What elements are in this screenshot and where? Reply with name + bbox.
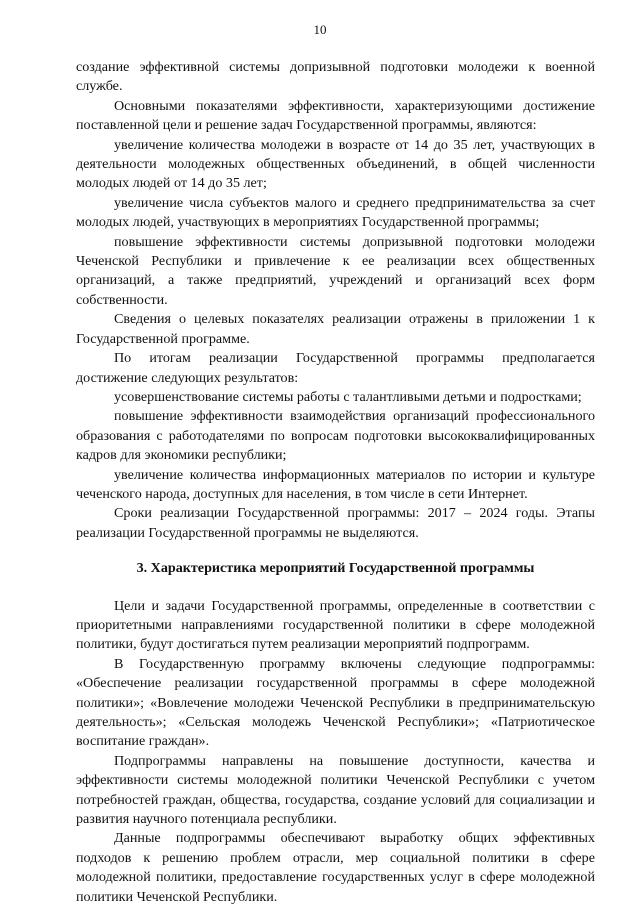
paragraph: повышение эффективности взаимодействия организаций профессионального образования с работодателями по вопросам подготовки высококвалифицированных кадров для экономики республики; (76, 408, 595, 464)
paragraph: повышение эффективности системы допризывной подготовки молодежи Чеченской Республики и привлечение к ее реализации всех общественных организаций, а также предприятий, учреждений и организаций всех форм собственности. (76, 233, 595, 308)
paragraph: Подпрограммы направлены на повышение доступности, качества и эффективности системы молодежной политики Чеченской Республики с учетом потребностей граждан, общества, государства, создание условий для социализации и развития научного потенциала республики. (76, 752, 595, 828)
section-heading: 3. Характеристика мероприятий Государственной программы (136, 560, 535, 577)
paragraph: увеличение количества информационных материалов по истории и культуре чеченского народа, доступных для населения, в том числе в сети Интернет. (76, 466, 595, 502)
paragraphs-after (76, 597, 595, 907)
paragraphs-before (76, 58, 595, 543)
paragraph: Данные подпрограммы обеспечивают выработку общих эффективных подходов к решению проблем отрасли, мер социальной политики в сфере молодежной политики, предоставление государственных услуг в сфере молодежной политики Чеченской Республики. (76, 830, 595, 905)
document-body (76, 58, 595, 907)
paragraph: Основными показателями эффективности, характеризующими достижение поставленной цели и решение задач Государственной программы, являются: (76, 97, 595, 134)
paragraph: Сведения о целевых показателях реализации отражены в приложении 1 к Государственной программе. (76, 311, 595, 347)
paragraph: В Государственную программу включены следующие подпрограммы: «Обеспечение реализации государственной программы в сфере молодежной политики»; «Вовлечение молодежи Чеченской Республики в предпринимательскую деятельность»; «Сельская молодежь Чеченской Республики»; «Патриотическое воспитание граждан». (76, 655, 595, 750)
paragraph: По итогам реализации Государственной программы предполагается достижение следующих результатов: (76, 350, 595, 386)
paragraph: Цели и задачи Государственной программы, определенные в соответствии с приоритетными направлениями государственной политики в сфере молодежной политики, будут достигаться путем реализации мероприятий подпрограмм. (76, 597, 595, 653)
paragraph: увеличение количества молодежи в возрасте от 14 до 35 лет, участвующих в деятельности молодежных общественных объединений, в общей численности молодых людей от 14 до 35 лет; (76, 136, 595, 192)
paragraph: создание эффективной системы допризывной подготовки молодежи к военной службе. (76, 59, 595, 95)
page-number: 10 (313, 22, 327, 37)
paragraph: увеличение числа субъектов малого и среднего предпринимательства за счет молодых людей, участвующих в мероприятиях Государственной программы; (76, 194, 595, 231)
paragraph: усовершенствование системы работы с талантливыми детьми и подростками; (114, 388, 582, 405)
paragraph: Сроки реализации Государственной программы: 2017 – 2024 годы. Этапы реализации Государственной программы не выделяются. (76, 505, 595, 541)
